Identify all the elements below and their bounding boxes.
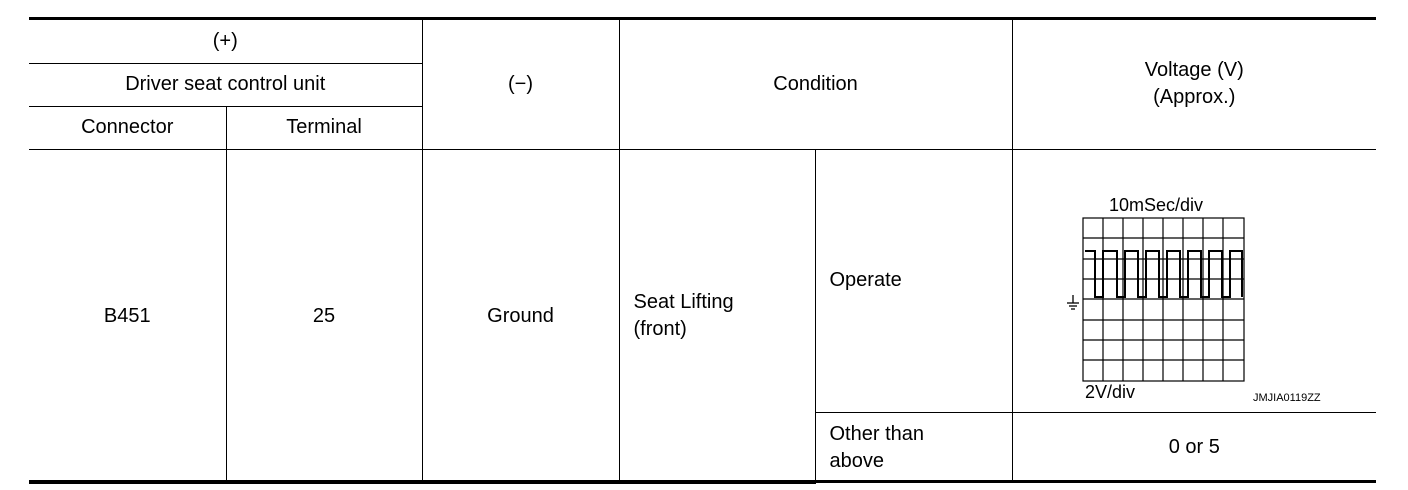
volt-div-label: 2V/div [1084,381,1135,402]
voltage-header-line1: Voltage (V) [1144,59,1244,82]
waveform-cell [1012,149,1376,412]
operate-cell: Operate [815,149,1012,412]
other-line1: Other than [829,422,925,445]
oscilloscope-waveform [1013,150,1377,413]
terminal-cell: 25 [226,149,422,483]
other-line2: above [829,449,884,472]
header-row-1 [29,20,1376,63]
connector-cell: B451 [29,149,226,483]
ground-icon [1067,295,1079,309]
other-condition-cell [815,412,1012,483]
minus-cell: Ground [422,149,619,483]
condition-line2: (front) [633,318,687,340]
time-div-label: 10mSec/div [1108,194,1203,215]
terminal-voltage-table [29,20,1376,484]
unit-header: Driver seat control unit [29,63,422,106]
condition-cell [619,149,815,483]
voltage-header-line2: (Approx.) [1153,86,1236,109]
bottom-rule [29,480,1376,483]
condition-header: Condition [619,20,1012,149]
figure-code: JMJIA0119ZZ [1252,391,1321,404]
voltage-header [1012,20,1376,149]
minus-header: (−) [422,20,619,149]
condition-line1: Seat Lifting [633,291,734,313]
other-voltage-cell: 0 or 5 [1012,412,1376,483]
connector-header: Connector [29,106,226,149]
plus-header: (+) [29,20,422,63]
scope-grid [1083,218,1244,381]
data-row-1 [29,149,1376,412]
terminal-table-wrapper [29,17,1376,483]
terminal-header: Terminal [226,106,422,149]
